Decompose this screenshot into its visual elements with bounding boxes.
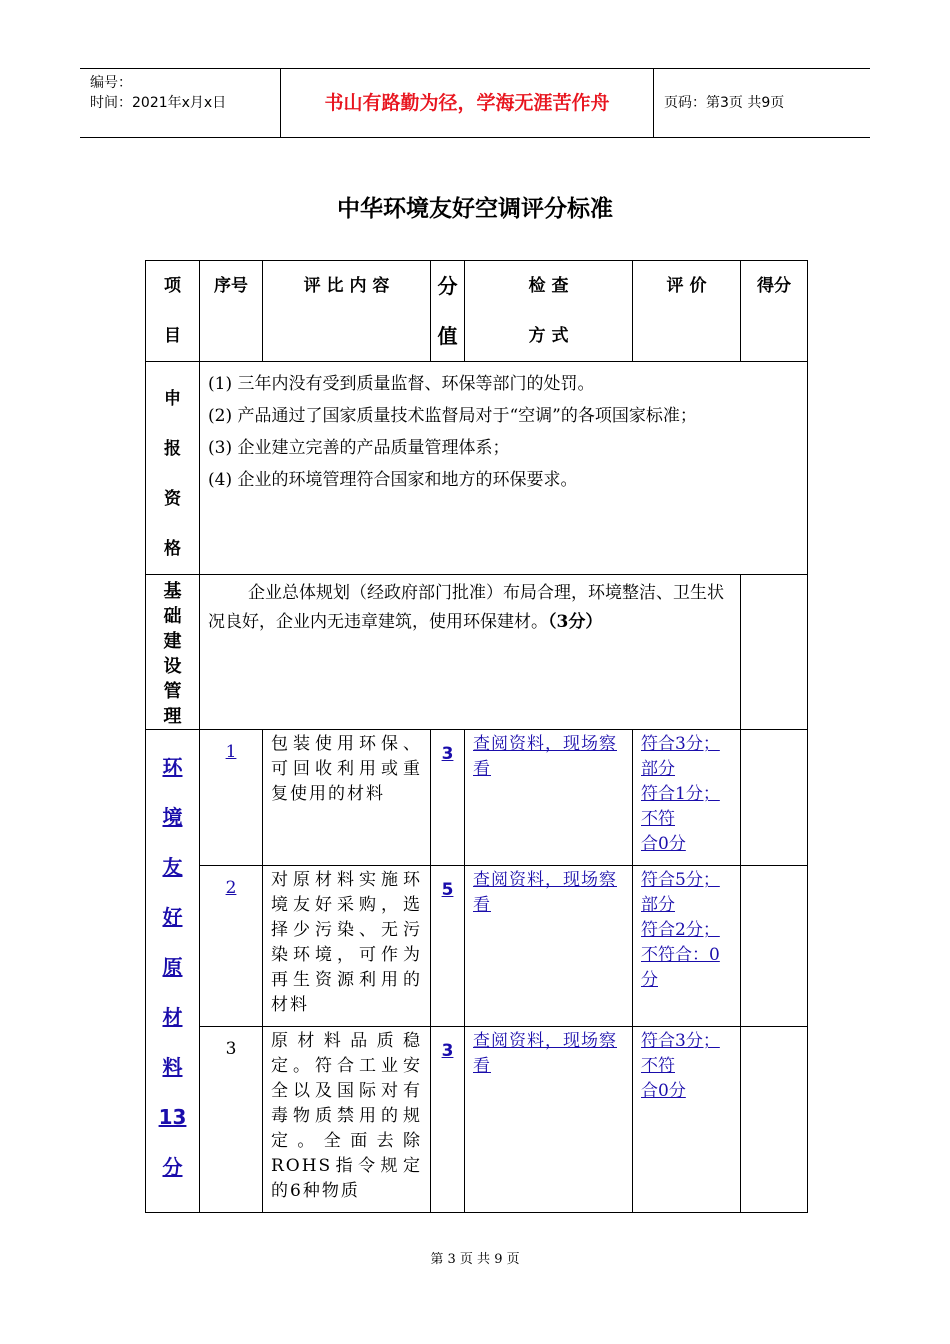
materials-label[interactable]: 环 境 友 好 原 材 料 13 分: [146, 730, 200, 1213]
infrastructure-points: [741, 575, 808, 730]
row-method[interactable]: 查阅资料，现场察看: [465, 730, 633, 866]
materials-row-3: [146, 1027, 808, 1213]
infrastructure-description: 企业总体规划（经政府部门批准）布局合理，环境整洁、卫生状况良好，企业内无违章建筑，使用环保建材。（3分）: [200, 575, 741, 730]
row-evaluation[interactable]: 符合5分；部分 符合2分； 不符合：0分: [633, 866, 741, 1027]
header-seq: 序号: [200, 261, 263, 362]
header-meta: [80, 69, 281, 137]
header-content: 评 比 内 容: [263, 261, 431, 362]
requirement-item: (3) 企业建立完善的产品质量管理体系；: [208, 438, 510, 458]
header-item: 项 目: [146, 261, 200, 362]
header-page-label: 页码：第3页 共9页: [664, 95, 785, 111]
infrastructure-score-note: （3分）: [548, 612, 603, 632]
document-number-label: 编号：: [90, 75, 132, 91]
header-points: 得分: [741, 261, 808, 362]
qualification-label: 申 报 资 格: [146, 362, 200, 575]
requirement-item: (1) 三年内没有受到质量监督、环保等部门的处罚。: [208, 374, 595, 394]
row-points: [741, 1027, 808, 1213]
materials-row-1: [146, 730, 808, 866]
row-evaluation[interactable]: 符合3分；部分 符合1分；不符 合0分: [633, 730, 741, 866]
row-points: [741, 866, 808, 1027]
header-score: 分值: [431, 261, 465, 362]
qualification-requirements: [200, 362, 808, 575]
row-score[interactable]: 3: [431, 730, 465, 866]
row-seq: 3: [200, 1027, 263, 1213]
row-points: [741, 730, 808, 866]
scoring-table: [145, 260, 808, 1213]
row-content: 原材料品质稳定。符合工业安全以及国际对有毒物质禁用的规定。全面去除ROHS指令规定的6种物质: [263, 1027, 431, 1213]
document-time-label: 时间：2021年x月x日: [90, 95, 227, 111]
requirement-item: (2) 产品通过了国家质量技术监督局对于“空调”的各项国家标准；: [208, 406, 697, 426]
header-method: 检 查 方 式: [465, 261, 633, 362]
row-method[interactable]: 查阅资料，现场察看: [465, 866, 633, 1027]
header-motto: 书山有路勤为径，学海无涯苦作舟: [281, 69, 654, 137]
row-seq[interactable]: 2: [200, 866, 263, 1027]
row-content: 对原材料实施环境友好采购，选择少污染、无污染环境，可作为再生资源利用的材料: [263, 866, 431, 1027]
qualification-row: [146, 362, 808, 575]
table-header-row: [146, 261, 808, 362]
row-score[interactable]: 5: [431, 866, 465, 1027]
row-seq[interactable]: 1: [200, 730, 263, 866]
infrastructure-row: [146, 575, 808, 730]
row-evaluation[interactable]: 符合3分；不符 合0分: [633, 1027, 741, 1213]
row-score[interactable]: 3: [431, 1027, 465, 1213]
row-content: 包装使用环保、可回收利用或重复使用的材料: [263, 730, 431, 866]
page-title: 中华环境友好空调评分标准: [337, 196, 613, 222]
requirement-item: (4) 企业的环境管理符合国家和地方的环保要求。: [208, 470, 578, 490]
page-header: [80, 68, 870, 138]
row-method[interactable]: 查阅资料，现场察看: [465, 1027, 633, 1213]
page-footer: 第 3 页 共 9 页: [430, 1252, 520, 1267]
materials-row-2: [146, 866, 808, 1027]
infrastructure-label: 基 础 建 设 管 理: [146, 575, 200, 730]
header-evaluation: 评 价: [633, 261, 741, 362]
